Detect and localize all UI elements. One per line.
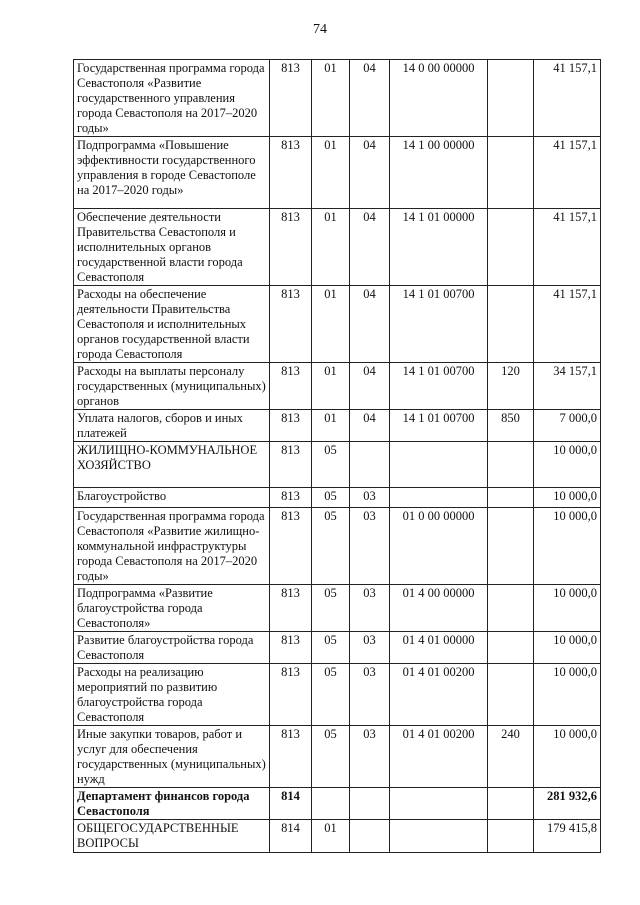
target-article-cell: 01 4 01 00200 [390,664,488,726]
section-code-cell: 01 [312,209,350,286]
target-article-cell: 01 4 01 00000 [390,632,488,664]
ministry-code-cell: 814 [270,788,312,820]
ministry-code-cell: 813 [270,209,312,286]
ministry-code-cell: 813 [270,60,312,137]
section-code-cell: 05 [312,508,350,585]
subsection-code-cell [350,820,390,853]
item-name-cell: Благоустройство [74,488,270,508]
ministry-code-cell: 813 [270,632,312,664]
item-name-cell: Развитие благоустройства города Севастополя [74,632,270,664]
table-row [74,585,601,632]
expense-type-cell: 850 [488,410,534,442]
table-row [74,788,601,820]
target-article-cell: 14 1 01 00700 [390,286,488,363]
amount-cell: 41 157,1 [534,60,601,137]
amount-cell: 281 932,6 [534,788,601,820]
table-row [74,488,601,508]
subsection-code-cell: 03 [350,508,390,585]
subsection-code-cell: 03 [350,726,390,788]
subsection-code-cell: 04 [350,137,390,209]
section-code-cell: 05 [312,726,350,788]
subsection-code-cell: 03 [350,488,390,508]
table-row [74,60,601,137]
subsection-code-cell: 04 [350,410,390,442]
target-article-cell: 01 4 01 00200 [390,726,488,788]
table-row [74,508,601,585]
amount-cell: 10 000,0 [534,664,601,726]
ministry-code-cell: 813 [270,363,312,410]
target-article-cell [390,788,488,820]
subsection-code-cell: 04 [350,286,390,363]
section-code-cell: 01 [312,363,350,410]
expense-type-cell: 240 [488,726,534,788]
ministry-code-cell: 813 [270,585,312,632]
expense-type-cell [488,585,534,632]
expense-type-cell [488,137,534,209]
target-article-cell: 14 0 00 00000 [390,60,488,137]
ministry-code-cell: 813 [270,286,312,363]
section-code-cell: 05 [312,488,350,508]
expense-type-cell [488,508,534,585]
item-name-cell: Департамент финансов города Севастополя [74,788,270,820]
ministry-code-cell: 813 [270,664,312,726]
expense-type-cell [488,60,534,137]
item-name-cell: Государственная программа города Севастополя «Развитие государственного управления города Севастополя на 2017–2020 годы» [74,60,270,137]
item-name-cell: Иные закупки товаров, работ и услуг для обеспечения государственных (муниципальных) нужд [74,726,270,788]
table-row [74,209,601,286]
target-article-cell: 14 1 01 00700 [390,363,488,410]
ministry-code-cell: 813 [270,137,312,209]
amount-cell: 10 000,0 [534,442,601,488]
item-name-cell: Подпрограмма «Повышение эффективности государственного управления в городе Севастополе на 2017–2020 годы» [74,137,270,209]
target-article-cell [390,488,488,508]
table-row [74,664,601,726]
item-name-cell: Расходы на реализацию мероприятий по развитию благоустройства города Севастополя [74,664,270,726]
expense-type-cell [488,442,534,488]
expense-type-cell [488,632,534,664]
section-code-cell: 05 [312,442,350,488]
amount-cell: 179 415,8 [534,820,601,853]
section-code-cell: 01 [312,820,350,853]
subsection-code-cell: 03 [350,585,390,632]
target-article-cell: 14 1 00 00000 [390,137,488,209]
ministry-code-cell: 813 [270,726,312,788]
budget-table-body [74,60,601,853]
table-row [74,286,601,363]
page-number: 74 [313,22,327,37]
subsection-code-cell: 04 [350,209,390,286]
subsection-code-cell [350,788,390,820]
item-name-cell: ОБЩЕГОСУДАРСТВЕННЫЕ ВОПРОСЫ [74,820,270,853]
item-name-cell: Государственная программа города Севастополя «Развитие жилищно-коммунальной инфраструктуры города Севастополя на 2017–2020 годы» [74,508,270,585]
section-code-cell: 05 [312,585,350,632]
target-article-cell: 01 4 00 00000 [390,585,488,632]
table-row [74,137,601,209]
target-article-cell [390,442,488,488]
section-code-cell [312,788,350,820]
ministry-code-cell: 814 [270,820,312,853]
amount-cell: 41 157,1 [534,137,601,209]
expense-type-cell [488,286,534,363]
subsection-code-cell: 03 [350,632,390,664]
table-row [74,363,601,410]
expense-type-cell [488,209,534,286]
target-article-cell: 14 1 01 00700 [390,410,488,442]
section-code-cell: 01 [312,410,350,442]
amount-cell: 10 000,0 [534,726,601,788]
amount-cell: 10 000,0 [534,632,601,664]
item-name-cell: Уплата налогов, сборов и иных платежей [74,410,270,442]
amount-cell: 41 157,1 [534,209,601,286]
ministry-code-cell: 813 [270,488,312,508]
table-row [74,442,601,488]
expense-type-cell [488,488,534,508]
target-article-cell: 14 1 01 00000 [390,209,488,286]
target-article-cell [390,820,488,853]
section-code-cell: 01 [312,60,350,137]
item-name-cell: ЖИЛИЩНО-КОММУНАЛЬНОЕ ХОЗЯЙСТВО [74,442,270,488]
item-name-cell: Расходы на выплаты персоналу государственных (муниципальных) органов [74,363,270,410]
ministry-code-cell: 813 [270,508,312,585]
table-row [74,632,601,664]
subsection-code-cell: 04 [350,60,390,137]
subsection-code-cell: 04 [350,363,390,410]
budget-table [73,59,601,853]
ministry-code-cell: 813 [270,410,312,442]
amount-cell: 10 000,0 [534,488,601,508]
subsection-code-cell: 03 [350,664,390,726]
table-row [74,726,601,788]
amount-cell: 10 000,0 [534,508,601,585]
section-code-cell: 01 [312,137,350,209]
table-row [74,410,601,442]
amount-cell: 34 157,1 [534,363,601,410]
table-row [74,820,601,853]
section-code-cell: 05 [312,664,350,726]
subsection-code-cell [350,442,390,488]
ministry-code-cell: 813 [270,442,312,488]
amount-cell: 10 000,0 [534,585,601,632]
target-article-cell: 01 0 00 00000 [390,508,488,585]
item-name-cell: Расходы на обеспечение деятельности Правительства Севастополя и исполнительных органов государственной власти города Севастополя [74,286,270,363]
section-code-cell: 01 [312,286,350,363]
item-name-cell: Обеспечение деятельности Правительства Севастополя и исполнительных органов государственной власти города Севастополя [74,209,270,286]
amount-cell: 7 000,0 [534,410,601,442]
expense-type-cell [488,820,534,853]
expense-type-cell: 120 [488,363,534,410]
section-code-cell: 05 [312,632,350,664]
amount-cell: 41 157,1 [534,286,601,363]
item-name-cell: Подпрограмма «Развитие благоустройства города Севастополя» [74,585,270,632]
expense-type-cell [488,788,534,820]
expense-type-cell [488,664,534,726]
